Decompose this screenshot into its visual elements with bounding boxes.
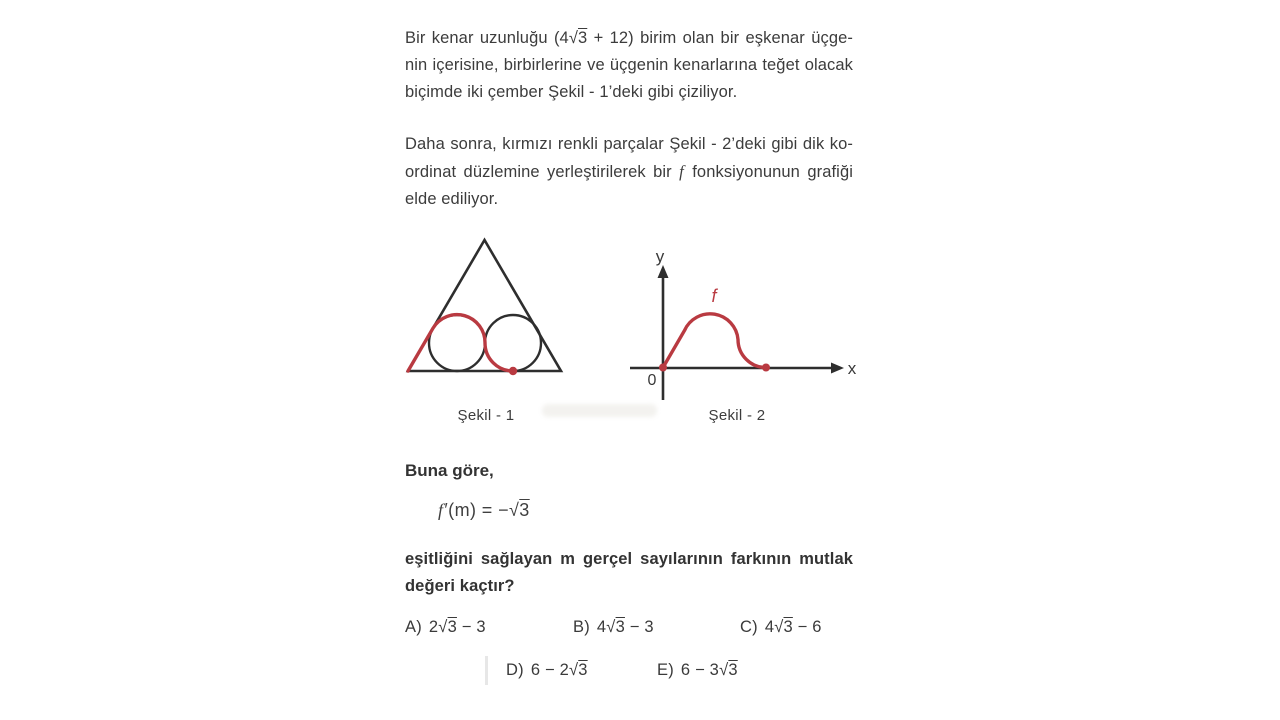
- function-curve: [663, 314, 766, 368]
- origin-label: 0: [647, 372, 657, 389]
- question-line: değeri kaçtır?: [405, 577, 515, 595]
- option-e-label: E): [657, 661, 674, 679]
- paragraph-line: Daha sonra, kırmızı renkli parçalar Şekil - 2’deki gibi dik ko-: [405, 135, 853, 153]
- problem-paragraph-1: [405, 25, 853, 106]
- y-axis-label: y: [655, 247, 665, 266]
- option-a: [405, 618, 486, 637]
- paragraph-line: ordinat düzlemine yerleştirilerek bir f fonksiyonunun grafiği: [405, 162, 853, 181]
- figure1-triangle-diagram: [395, 230, 575, 380]
- y-axis-arrowhead: [658, 265, 669, 278]
- option-c-value: 4√3 − 6: [764, 618, 822, 636]
- scan-smudge-artifact: [542, 404, 657, 417]
- option-d-label: D): [506, 661, 524, 679]
- option-d: [506, 661, 588, 680]
- x-axis-label: x: [847, 359, 857, 378]
- question-lead: Buna göre,: [405, 461, 494, 480]
- paragraph-line: elde ediliyor.: [405, 190, 499, 208]
- option-b-label: B): [573, 618, 590, 636]
- option-e: [657, 661, 738, 680]
- paragraph-line: Bir kenar uzunluğu (4√3 + 12) birim olan bir eşkenar üçge-: [405, 29, 853, 47]
- option-a-label: A): [405, 618, 422, 636]
- curve-f-label: f: [711, 286, 717, 306]
- option-b-value: 4√3 − 3: [596, 618, 654, 636]
- option-d-value: 6 − 2√3: [530, 661, 588, 679]
- question-body: [405, 546, 853, 600]
- figure2-graph-diagram: [615, 240, 865, 405]
- option-b: [573, 618, 654, 637]
- paragraph-line: nin içerisine, birbirlerine ve üçgenin kenarlarına teğet olacak: [405, 56, 853, 74]
- problem-paragraph-2: [405, 131, 853, 213]
- figure1-caption: Şekil - 1: [457, 407, 515, 424]
- x-axis-arrowhead: [831, 363, 844, 374]
- curve-end-dot: [762, 364, 770, 372]
- option-c-label: C): [740, 618, 758, 636]
- option-e-value: 6 − 3√3: [680, 661, 738, 679]
- option-a-value: 2√3 − 3: [428, 618, 486, 636]
- red-endpoint-dot: [509, 367, 517, 375]
- curve-start-dot: [659, 364, 667, 372]
- scan-line-artifact: [485, 656, 488, 685]
- figure2-caption: Şekil - 2: [708, 407, 766, 424]
- paragraph-line: biçimde iki çember Şekil - 1’deki gibi çiziliyor.: [405, 83, 738, 101]
- derivative-equation: f′(m) = −√3: [438, 500, 530, 520]
- question-line: eşitliğini sağlayan m gerçel sayılarının farkının mutlak: [405, 550, 853, 568]
- option-c: [740, 618, 822, 637]
- red-highlighted-path: [408, 315, 513, 371]
